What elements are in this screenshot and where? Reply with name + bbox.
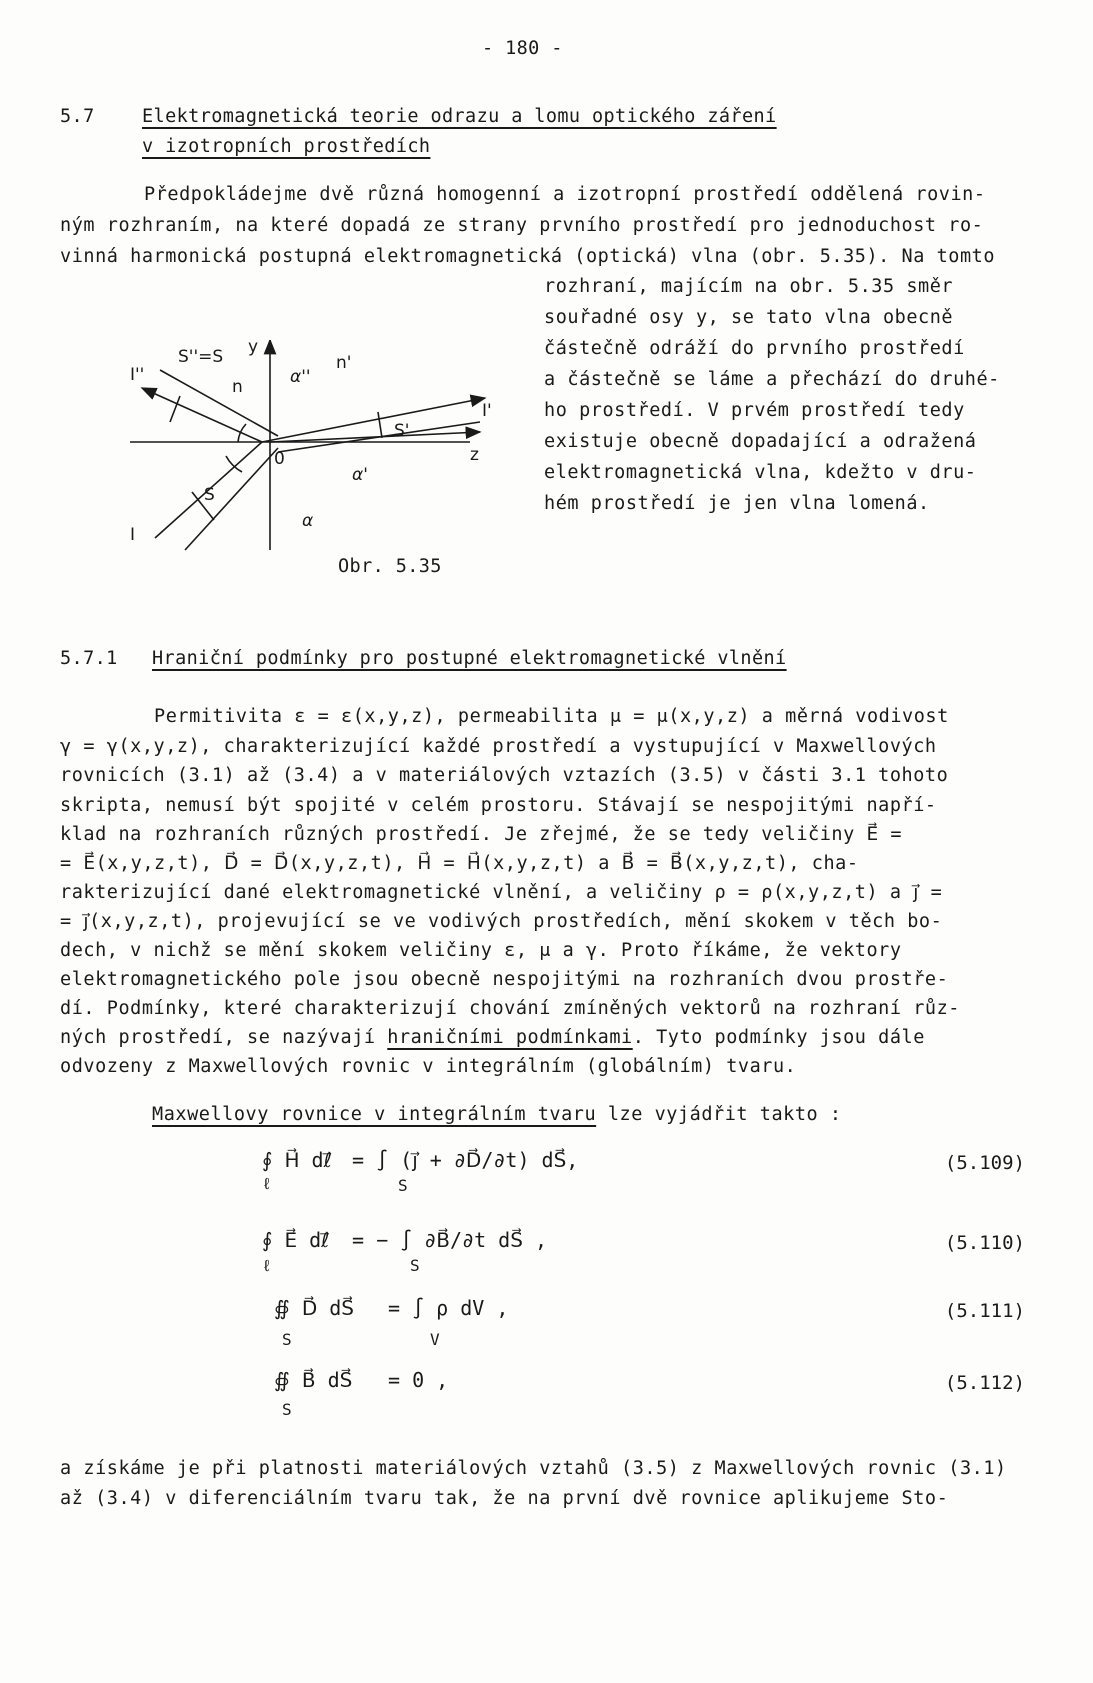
body-line-4: skripta, nemusí být spojité v celém prostoru. Stávají se nespojitými napří- xyxy=(60,795,937,816)
refracted-ray-2 xyxy=(278,422,480,452)
label-z-axis: z xyxy=(470,445,479,465)
body-line-1: Permitivita ε = ε(x,y,z), permeabilita μ = μ(x,y,z) a měrná vodivost xyxy=(154,706,949,727)
body-line-13: odvozeny z Maxwellových rovnic v integrálním (globálním) tvaru. xyxy=(60,1056,797,1077)
body-line-3: rovnicích (3.1) až (3.4) a v materiálových vztazích (3.5) v části 3.1 tohoto xyxy=(60,765,949,786)
equation-number-5-111: (5.111) xyxy=(944,1300,1025,1322)
intro-side-line-2: souřadné osy y, se tato vlna obecně xyxy=(544,307,954,328)
intro-line-3: vinná harmonická postupná elektromagnetická (optická) vlna (obr. 5.35). Na tomto xyxy=(60,246,996,267)
maxwell-intro: Maxwellovy rovnice v integrálním tvaru lze vyjádřit takto : xyxy=(152,1104,842,1125)
label-i-reflected: I'' xyxy=(130,365,145,385)
label-n: n xyxy=(232,377,243,397)
label-alpha-incident: α xyxy=(302,511,314,531)
section-title-line2: v izotropních prostředích xyxy=(142,136,431,157)
subsection-title: Hraniční podmínky pro postupné elektromagnetické vlnění xyxy=(152,648,787,669)
body-line-8: = j⃗(x,y,z,t), projevující se ve vodivých prostředích, mění skokem v těch bo- xyxy=(60,911,943,932)
refracted-wavefront xyxy=(378,412,382,438)
body-line-5: klad na rozhraních různých prostředí. Je zřejmé, že se tedy veličiny E⃗ = xyxy=(60,824,903,845)
refracted-ray-1 xyxy=(262,398,485,442)
closing-line-1: a získáme je při platnosti materiálových vztahů (3.5) z Maxwellových rovnic (3.1) xyxy=(60,1458,1007,1479)
label-i-incident: I xyxy=(130,525,136,545)
label-s-refracted: S' xyxy=(394,421,410,441)
reflection-refraction-figure xyxy=(130,340,530,560)
equation-number-5-109: (5.109) xyxy=(944,1152,1025,1174)
section-number: 5.7 xyxy=(60,106,95,127)
intro-side-line-1: rozhraní, majícím na obr. 5.35 směr xyxy=(544,276,954,297)
label-s-reflected: S''=S xyxy=(178,347,224,367)
intro-side-line-3: částečně odráží do prvního prostředí xyxy=(544,338,965,359)
equation-number-5-112: (5.112) xyxy=(944,1372,1025,1394)
intro-line-1: Předpokládejme dvě různá homogenní a izotropní prostředí oddělená rovin- xyxy=(144,184,986,205)
label-i-refracted: I' xyxy=(482,401,492,421)
body-line-6: = E⃗(x,y,z,t), D⃗ = D⃗(x,y,z,t), H⃗ = H⃗(x,y,z,t) a B⃗ = B⃗(x,y,z,t), cha- xyxy=(60,853,859,874)
body-line-10: elektromagnetického pole jsou obecně nespojitými na rozhraních dvou prostře- xyxy=(60,969,949,990)
boundary-conditions-term: hraničními podmínkami xyxy=(387,1027,633,1048)
body-line-12: ných prostředí, se nazývají hraničními podmínkami. Tyto podmínky jsou dále xyxy=(60,1027,925,1048)
intro-line-2: ným rozhraním, na které dopadá ze strany prvního prostředí pro jednoduchost ro- xyxy=(60,215,984,236)
reflected-wavefront xyxy=(170,396,180,422)
intro-side-line-8: hém prostředí je jen vlna lomená. xyxy=(544,493,930,514)
body-line-11: dí. Podmínky, které charakterizují chování zmíněných vektorů na rozhraní růz- xyxy=(60,998,960,1019)
body-line-7: rakterizující dané elektromagnetické vlnění, a veličiny ρ = ρ(x,y,z,t) a j⃗ = xyxy=(60,882,943,903)
intro-side-line-5: ho prostředí. V prvém prostředí tedy xyxy=(544,400,965,421)
closing-line-2: až (3.4) v diferenciálním tvaru tak, že na první dvě rovnice aplikujeme Sto- xyxy=(60,1488,949,1509)
body-line-9: dech, v nichž se mění skokem veličiny ε, μ a γ. Proto říkáme, že vektory xyxy=(60,940,902,961)
intro-side-line-4: a částečně se láme a přechází do druhé- xyxy=(544,369,1000,390)
document-page: - 180 - 5.7 Elektromagnetická teorie odrazu a lomu optického záření v izotropních prostředích Předpokládejme dvě různá homogenní a izotropní prostředí oddělená rovin- ným rozhraním, na které dopadá ze strany prvního prostředí pro jednoduchost ro- vinná harmonická postupná elektromagnetická (optická) vlna (obr. 5.35). Na tomto rozhraní, majícím na obr. 5.35 směr souřadné osy y, se tato vlna obecně částečně odráží do prvního prostředí a částečně se láme a přechází do druhé- ho prostředí. V prvém prostředí tedy existuje obecně dopadající a odražená elektromagnetická vlna, kdežto v dru- hém prostředí je jen vlna lomená. S''=S y I'' n α'' n' I' S' 0 z α' S I α Obr. 5.35 5.7.1 Hraniční podmínky pro postupné elektromagnetické vlnění Permitivita ε = ε(x,y,z), permeabilita μ = μ(x,y,z) a měrná vodivost γ = γ(x,y,z), charakterizující každé prostředí a vystupující v Maxwellových rovnicích (3.1) až (3.4) a v materiálových vztazích (3.5) v části 3.1 tohoto skripta, nemusí být spojité v celém prostoru. Stávají se nespojitými napří- klad na rozhraních různých prostředí. Je zřejmé, že se tedy veličiny E⃗ = = E⃗(x,y,z,t), D⃗ = D⃗(x,y,z,t), H⃗ = H⃗(x,y,z,t) a B⃗ = B⃗(x,y,z,t), cha- rakterizující dané elektromagnetické vlnění, a veličiny ρ = ρ(x,y,z,t) a j⃗ = = j⃗(x,y,z,t), projevující se ve vodivých prostředích, mění skokem v těch bo- dech, v nichž se mění skokem veličiny ε, μ a γ. Proto říkáme, že vektory elektromagnetického pole jsou obecně nespojitými na rozhraních dvou prostře- dí. Podmínky, které charakterizují chování zmíněných vektorů na rozhraní růz- ných prostředí, se nazývají hraničními podmínkami. Tyto podmínky jsou dále odvozeny z Maxwellových rovnic v integrálním (globálním) tvaru. Maxwellovy rovnice v integrálním tvaru lze vyjádřit takto : ∮ H⃗ dℓ⃗ ℓ = ∫ (j⃗ + ∂D⃗/∂t) dS⃗, S (5.109) ∮ E⃗ dℓ⃗ ℓ = − ∫ ∂B⃗/∂t dS⃗ , S (5.110) ∯ D⃗ dS⃗ S = ∫ ρ dV , V (5.111) ∯ B⃗ dS⃗ S = 0 , (5.112) a získáme je při platnosti materiálových vztahů (3.5) z Maxwellových rovnic (3.1) až (3.4) v diferenciálním tvaru tak, že na první dvě rovnice aplikujeme Sto- xyxy=(60,38,1025,1509)
label-origin: 0 xyxy=(274,449,285,469)
angle-arc-lower xyxy=(226,456,242,472)
equation-number-5-110: (5.110) xyxy=(944,1232,1025,1254)
section-title-line1: Elektromagnetická teorie odrazu a lomu optického záření xyxy=(142,106,777,127)
intro-side-line-6: existuje obecně dopadající a odražená xyxy=(544,431,977,452)
label-alpha-reflected: α'' xyxy=(290,367,311,387)
subsection-number: 5.7.1 xyxy=(60,648,118,669)
body-line-2: γ = γ(x,y,z), charakterizující každé prostředí a vystupující v Maxwellových xyxy=(60,736,937,757)
label-s-incident: S xyxy=(204,485,215,505)
reflected-ray-1 xyxy=(142,388,262,442)
intro-side-line-7: elektromagnetická vlna, kdežto v dru- xyxy=(544,462,977,483)
label-n-prime: n' xyxy=(336,353,352,373)
figure-caption: Obr. 5.35 xyxy=(338,556,442,577)
label-alpha-refracted: α' xyxy=(352,465,368,485)
page-number: - 180 - xyxy=(482,38,563,59)
label-y-axis: y xyxy=(248,340,259,357)
